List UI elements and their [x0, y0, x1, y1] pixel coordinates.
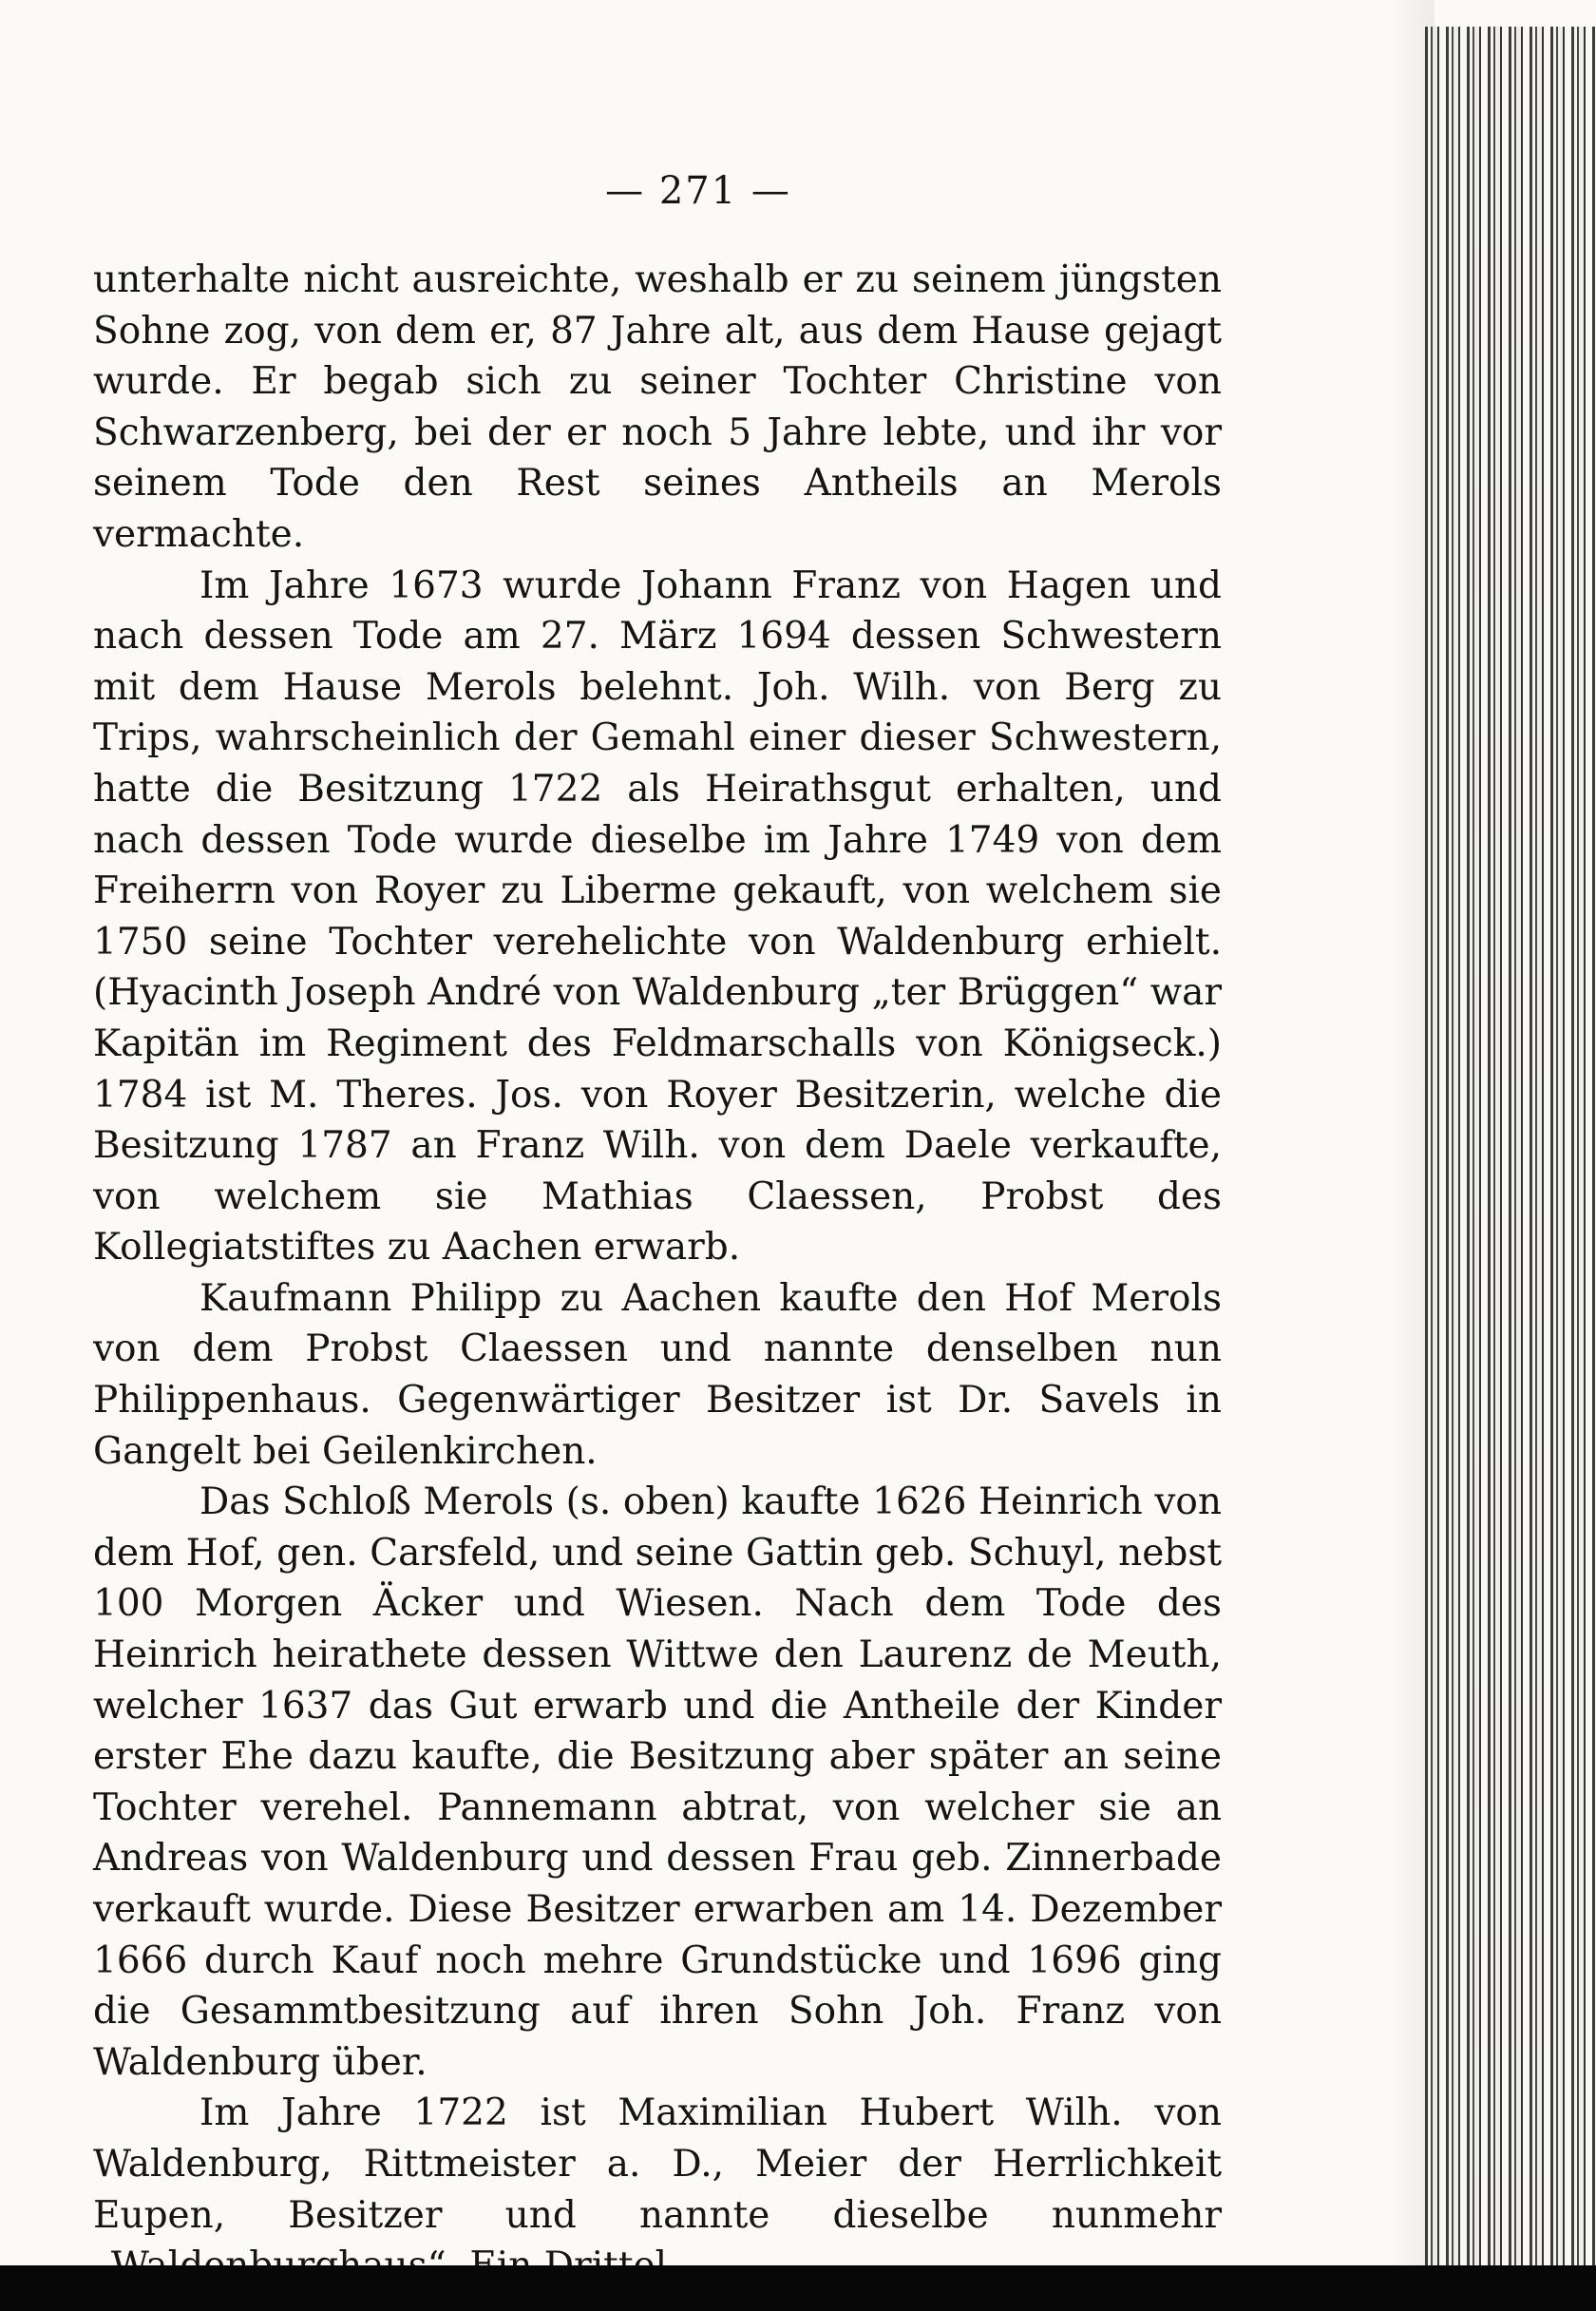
paragraph-4: Das Schloß Merols (s. oben) kaufte 1626 Heinrich von dem Hof, gen. Carsfeld, und seine Gattin geb. Schuyl, nebst 100 Morgen Äcker und Wiesen. Nach dem Tode des Heinrich heirathete dessen Wittwe den Laurenz de Meuth, welcher 1637 das Gut erwarb und die Antheile der Kinder erster Ehe dazu kaufte, die Besitzung aber später an seine Tochter verehel. Pannemann abtrat, von welcher sie an Andreas von Waldenburg und dessen Frau geb. Zinnerbade verkauft wurde. Diese Besitzer erwarben am 14. Dezember 1666 durch Kauf noch mehre Grundstücke und 1696 ging die Gesammtbesitzung auf ihren Sohn Joh. Franz von Waldenburg über.: [93, 1480, 1222, 2084]
scan-bottom-edge: [0, 2265, 1596, 2311]
paragraph-1: unterhalte nicht ausreichte, weshalb er zu seinem jüngsten Sohne zog, von dem er, 87 Jahre alt, aus dem Hause gejagt wurde. Er begab sich zu seiner Tochter Christine von Schwarzenberg, bei der er noch 5 Jahre lebte, und ihr vor seinem Tode den Rest seines Antheils an Merols vermachte.: [93, 258, 1222, 556]
body-text: [93, 255, 1222, 2292]
page-number: — 271 —: [605, 169, 791, 213]
paragraph-5: Im Jahre 1722 ist Maximilian Hubert Wilh. von Waldenburg, Rittmeister a. D., Meier der Herrlichkeit Eupen, Besitzer und nannte dieselbe nunmehr: [93, 2091, 1222, 2237]
paragraph-3: Kaufmann Philipp zu Aachen kaufte den Hof Merols von dem Probst Claessen und nannte denselben nun Philippenhaus. Gegenwärtiger Besitzer ist Dr. Savels in Gangelt bei Geilenkirchen.: [93, 1276, 1222, 1473]
paragraph-2: Im Jahre 1673 wurde Johann Franz von Hagen und nach dessen Tode am 27. März 1694 dessen Schwestern mit dem Hause Merols belehnt. Joh. Wilh. von Berg zu Trips, wahrscheinlich der Gemahl einer dieser Schwestern, hatte die Besitzung 1722 als Heirathsgut erhalten, und nach dessen Tode wurde dieselbe im Jahre 1749 von dem Freiherrn von Royer zu Liberme gekauft, von welchem sie 1750 seine Tochter verehelichte von Waldenburg erhielt. (Hyacinth Joseph André von Waldenburg „ter Brüggen“ war Kapitän im Regiment des Feldmarschalls von Königseck.) 1784 ist M. Theres. Jos. von Royer Besitzerin, welche die Besitzung 1787 an Franz Wilh. von dem Daele verkaufte, von welchem sie Mathias Claessen, Probst des Kollegiatstiftes zu Aachen erwarb.: [93, 563, 1222, 1270]
book-spine-edge: [1425, 27, 1596, 2269]
